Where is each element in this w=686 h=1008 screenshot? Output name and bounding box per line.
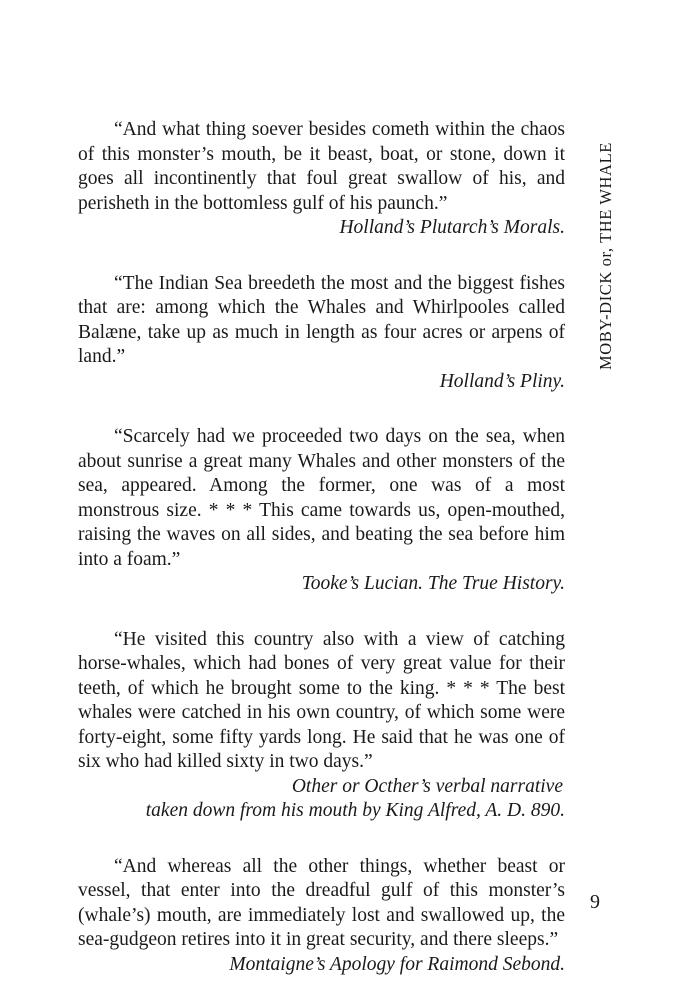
extract-attribution: Tooke’s Lucian. The True History. (301, 573, 565, 594)
extract-entry-4 (78, 628, 565, 824)
page-number: 9 (590, 891, 600, 913)
extract-attribution: Holland’s Pliny. (439, 370, 565, 392)
extract-entry-3 (78, 425, 565, 597)
extract-entry-1 (78, 118, 565, 241)
extract-quote: “He visited this country also with a view of catching horse-whales, which had bones of very great value for their teeth, of which he brought some to the king. * * * The best whales were catched in his own country, of which some were forty-eight, some fifty yards long. He said that he was one of six who had killed sixty in two days.” (78, 628, 565, 772)
extract-quote: “And what thing soever besides cometh within the chaos of this monster’s mouth, be it beast, boat, or stone, down it goes all incontinently that foul great swallow of his, and perisheth in the bottomless gulf of his paunch.” (78, 119, 565, 214)
extract-attribution: Holland’s Plutarch’s Morals. (339, 217, 565, 238)
extract-entry-2 (78, 272, 565, 395)
extract-quote: “The Indian Sea breedeth the most and the biggest fishes that are: among which the Whales and Whirlpooles called Balæne, take up as much in length as four acres or arpens of land.” (78, 272, 565, 367)
extract-attribution (78, 775, 565, 824)
extract-attribution: Montaigne’s Apology for Raimond Sebond. (229, 953, 565, 975)
extracts-text (78, 118, 565, 1008)
running-head (596, 122, 616, 372)
extract-quote: “And whereas all the other things, whether beast or vessel, that enter into the dreadful gulf of this monster’s (whale’s) mouth, are immediately lost and swallowed up, the sea-gudgeon retires into it in great security, and there sleeps.” (78, 855, 565, 950)
extract-quote: “Scarcely had we proceeded two days on the sea, when about sunrise a great many Whales and other monsters of the sea, appeared. Among the former, one was of a most monstrous size. * * * This came towards us, open-mouthed, raising the waves on all sides, and beating the sea before him into a foam.” (78, 426, 565, 570)
extract-attribution-line-2: taken down from his mouth by King Alfred, A. D. 890. (145, 800, 565, 821)
extract-attribution-line-1: Other or Octher’s verbal narrative (291, 775, 563, 797)
running-head-text: MOBY-DICK or, THE WHALE (596, 142, 615, 370)
extract-entry-5 (78, 855, 565, 978)
